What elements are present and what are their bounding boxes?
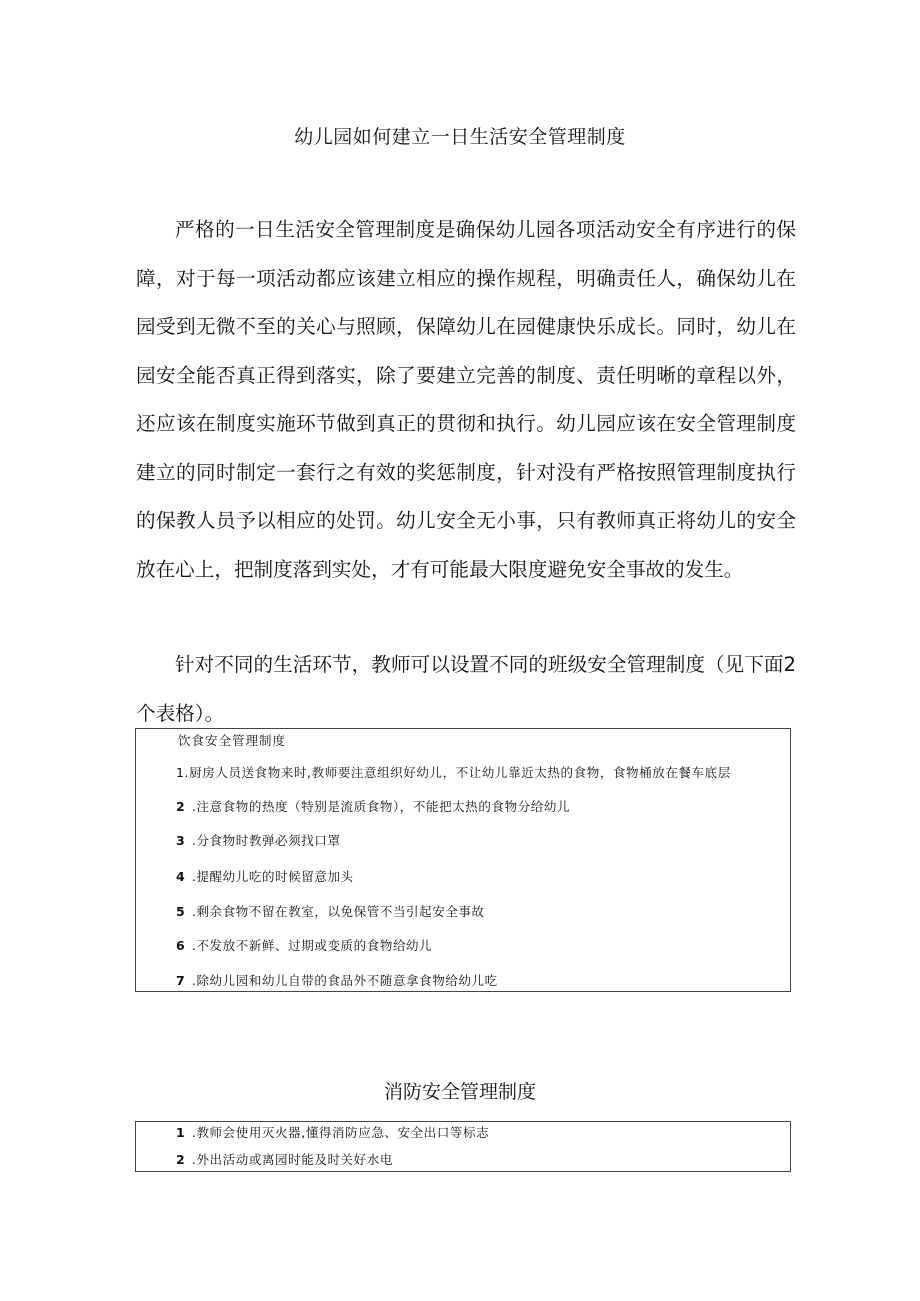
row-text: .外出活动或离园时能及时关好水电 bbox=[187, 1152, 393, 1167]
food-table-header: 饮食安全管理制度 bbox=[178, 733, 287, 748]
row-text: .除幼儿园和幼儿自带的食品外不随意拿食物给幼儿吃 bbox=[187, 973, 498, 988]
row-number: 1. bbox=[176, 765, 190, 780]
row-number: 3 bbox=[176, 833, 186, 848]
food-table-row bbox=[176, 973, 498, 989]
food-table-row bbox=[176, 799, 570, 815]
food-table-row bbox=[176, 938, 432, 954]
row-text: .剩余食物不留在教室，以免保管不当引起安全事故 bbox=[187, 904, 485, 919]
food-safety-table bbox=[135, 728, 791, 992]
fire-safety-title: 消防安全管理制度 bbox=[383, 1081, 536, 1103]
food-table-row bbox=[176, 765, 731, 781]
food-table-row bbox=[176, 833, 341, 849]
row-number: 7 bbox=[176, 973, 186, 988]
food-table-row bbox=[176, 869, 354, 885]
body-paragraph-1: 严格的一日生活安全管理制度是确保幼儿园各项活动安全有序进行的保障，对于每一项活动都应该建立相应的操作规程，明确责任人，确保幼儿在园受到无微不至的关心与照顾，保障幼儿在园健康快乐成长。同时，幼儿在园安全能否真正得到落实，除了要建立完善的制度、责任明晰的章程以外，还应该在制度实施环节做到真正的贯彻和执行。幼儿园应该在安全管理制度建立的同时制定一套行之有效的奖惩制度，针对没有严格按照管理制度执行的保教人员予以相应的处罚。幼儿安全无小事，只有教师真正将幼儿的安全放在心上，把制度落到实处，才有可能最大限度避免安全事故的发生。 bbox=[136, 218, 796, 581]
fire-safety-table bbox=[135, 1121, 791, 1172]
row-text: .不发放不新鲜、过期或变质的食物给幼儿 bbox=[187, 938, 433, 953]
row-number: 1 bbox=[176, 1125, 186, 1140]
row-number: 6 bbox=[176, 938, 186, 953]
fire-table-row bbox=[176, 1125, 489, 1141]
food-table-row bbox=[176, 904, 485, 920]
body-paragraph-2: 针对不同的生活环节，教师可以设置不同的班级安全管理制度（见下面2个表格）。 bbox=[136, 653, 796, 725]
row-number: 5 bbox=[176, 904, 186, 919]
fire-table-row bbox=[176, 1152, 393, 1168]
row-text: .提醒幼儿吃的时候留意加头 bbox=[187, 869, 354, 884]
row-text: .注意食物的热度（特别是流质食物），不能把太热的食物分给幼儿 bbox=[187, 799, 571, 814]
row-text: 厨房人员送食物来时,教师要注意组织好幼儿，不让幼儿靠近太热的食物，食物桶放在餐车底层 bbox=[189, 765, 731, 780]
row-number: 4 bbox=[176, 869, 186, 884]
document-title: 幼儿园如何建立一日生活安全管理制度 bbox=[294, 126, 626, 148]
row-number: 2 bbox=[176, 1152, 186, 1167]
row-text: .分食物时教弹必须找口罩 bbox=[187, 833, 341, 848]
row-text: .教师会使用灭火器,懂得消防应急、安全出口等标志 bbox=[187, 1125, 490, 1140]
row-number: 2 bbox=[176, 799, 186, 814]
